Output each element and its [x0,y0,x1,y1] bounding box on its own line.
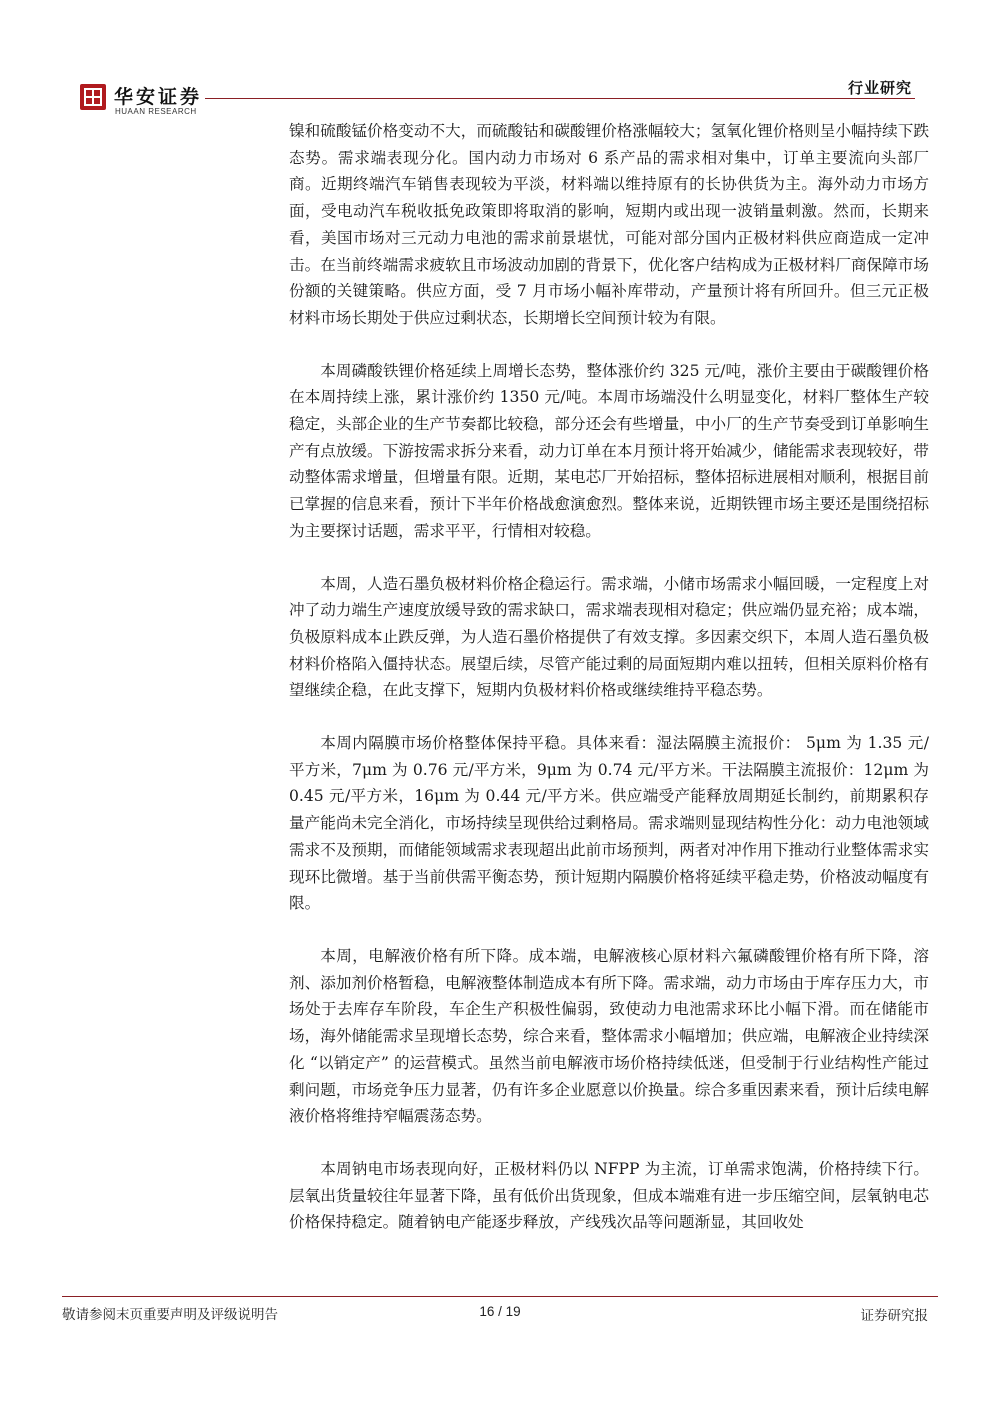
paragraph-electrolyte: 本周，电解液价格有所下降。成本端，电解液核心原材料六氟磷酸锂价格有所下降，溶剂、添加剂价格暂稳，电解液整体制造成本有所下降。需求端，动力市场由于库存压力大，市场处于去库存车阶段，车企生产积极性偏弱，致使动力电池需求环比小幅下滑。而在储能市场，海外储能需求呈现增长态势，综合来看，整体需求小幅增加；供应端，电解液企业持续深化 “以销定产” 的运营模式。虽然当前电解液市场价格持续低迷，但受制于行业结构性产能过剩问题，市场竞争压力显著，仍有许多企业愿意以价换量。综合多重因素来看，预计后续电解液价格将维持窄幅震荡态势。 [289,946,929,1126]
logo-subtitle: HUAAN RESEARCH [115,107,197,116]
huaan-logo-icon [80,84,106,110]
footer-divider [62,1296,938,1297]
footer-report-type: 证券研究报 [860,1308,928,1324]
section-label: 行业研究 [847,79,912,97]
page-number: 16 / 19 [479,1304,521,1319]
paragraph-lfp: 本周磷酸铁锂价格延续上周增长态势，整体涨价约 325 元/吨，涨价主要由于碳酸锂价格在本周持续上涨，累计涨价约 1350 元/吨。本周市场端没什么明显变化，材料厂整体生产较稳定，头部企业的生产节奏都比较稳，部分还会有些增量，中小厂的生产节奏受到订单影响生产有点放缓。下游按需求拆分来看，动力订单在本月预计将开始减少，储能需求表现较好，带动整体需求增量，但增量有限。近期，某电芯厂开始招标，整体招标进展相对顺利，根据目前已掌握的信息来看，预计下半年价格战愈演愈烈。整体来说，近期铁锂市场主要还是围绕招标为主要探讨话题，需求平平，行情相对较稳。 [289,361,929,540]
header-divider [205,98,915,99]
logo-name: 华安证券 [114,86,203,108]
paragraph-separator: 本周内隔膜市场价格整体保持平稳。具体来看：湿法隔膜主流报价： 5μm 为 1.35 元/平方米，7μm 为 0.76 元/平方米，9μm 为 0.74 元/平方米。干法隔膜主流报价：12μm 为 0.45 元/平方米，16μm 为 0.44 元/平方米。供应端受产能释放周期延长制约，前期累积存量产能尚未完全消化，市场持续呈现供给过剩格局。需求端则显现结构性分化：动力电池领域需求不及预期，而储能领域需求表现超出此前市场预判，两者对冲作用下推动行业整体需求实现环比微增。基于当前供需平衡态势，预计短期内隔膜价格将延续平稳走势，价格波动幅度有限。 [289,734,929,913]
page-header [0,0,1000,120]
paragraph-anode: 本周，人造石墨负极材料价格企稳运行。需求端，小储市场需求小幅回暖，一定程度上对冲了动力端生产速度放缓导致的需求缺口，需求端表现相对稳定；供应端仍显充裕；成本端，负极原料成本止跌反弹，为人造石墨价格提供了有效支撑。多因素交织下，本周人造石墨负极材料价格陷入僵持状态。展望后续，尽管产能过剩的局面短期内难以扭转，但相关原料价格有望继续企稳，在此支撑下，短期内负极材料价格或继续维持平稳态势。 [289,574,929,700]
report-body [289,118,929,1262]
page-footer [0,1296,1000,1414]
paragraph-cathode: 镍和硫酸锰价格变动不大，而硫酸钴和碳酸锂价格涨幅较大；氢氧化锂价格则呈小幅持续下跌态势。需求端表现分化。国内动力市场对 6 系产品的需求相对集中，订单主要流向头部厂商。近期终端汽车销售表现较为平淡，材料端以维持原有的长协供货为主。海外动力市场方面，受电动汽车税收抵免政策即将取消的影响，短期内或出现一波销量刺激。然而，长期来看，美国市场对三元动力电池的需求前景堪忧，可能对部分国内正极材料供应商造成一定冲击。在当前终端需求疲软且市场波动加剧的背景下，优化客户结构成为正极材料厂商保障市场份额的关键策略。供应方面，受 7 月市场小幅补库带动，产量预计将有所回升。但三元正极材料市场长期处于供应过剩状态，长期增长空间预计较为有限。 [289,122,929,327]
footer-disclaimer: 敬请参阅末页重要声明及评级说明告 [62,1307,278,1323]
paragraph-sodium: 本周钠电市场表现向好，正极材料仍以 NFPP 为主流，订单需求饱满，价格持续下行。层氧出货量较往年显著下降，虽有低价出货现象，但成本端难有进一步压缩空间，层氧钠电芯价格保持稳定。随着钠电产能逐步释放，产线残次品等问题渐显，其回收处 [289,1159,929,1232]
